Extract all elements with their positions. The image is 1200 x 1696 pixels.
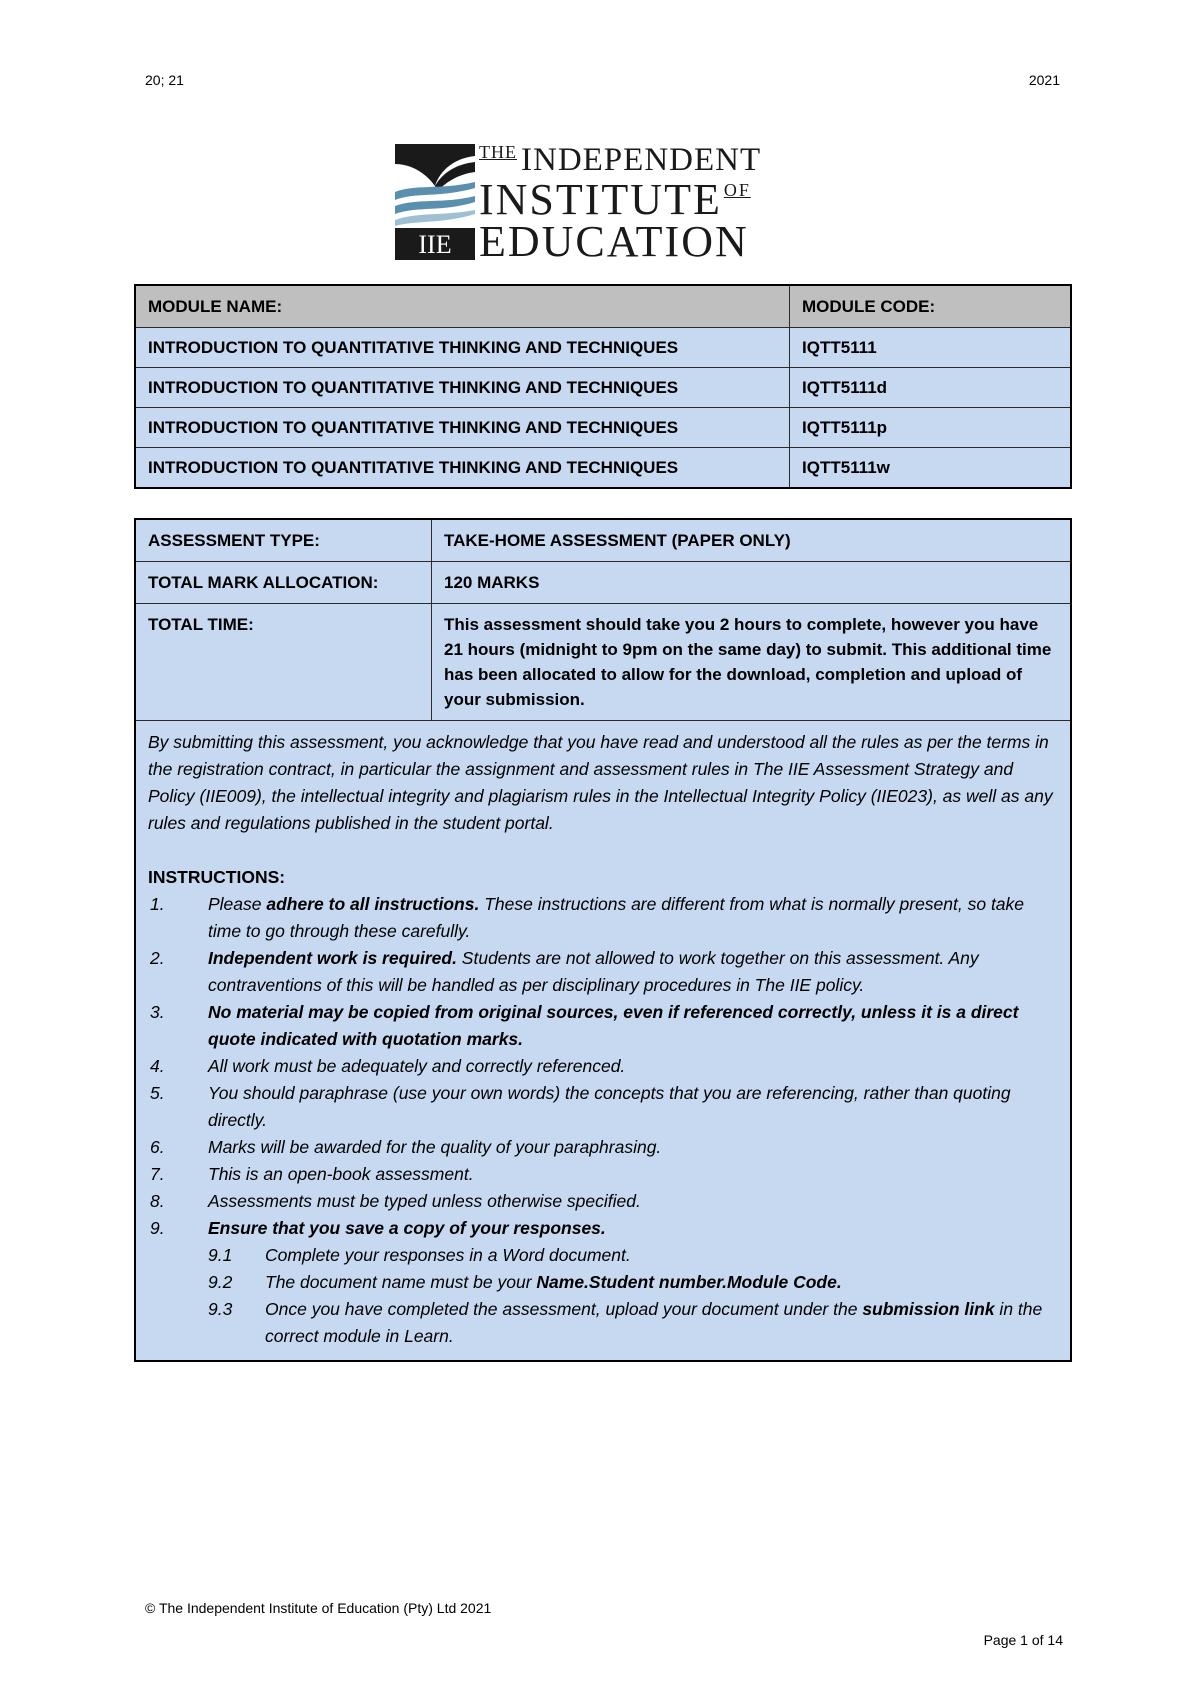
- item-text: Marks will be awarded for the quality of your paraphrasing.: [208, 1137, 662, 1157]
- item-text: Please: [208, 894, 267, 914]
- item-number: 2.: [150, 948, 165, 968]
- instructions-list: [148, 891, 1058, 1350]
- logo-wordmark: [479, 142, 815, 266]
- header-right: 2021: [1028, 72, 1060, 88]
- list-item: [208, 1269, 1058, 1296]
- item-number: 8.: [150, 1191, 165, 1211]
- logo-the: THE: [479, 142, 517, 162]
- logo-of: OF: [723, 180, 751, 200]
- item-text: This is an open-book assessment.: [208, 1164, 474, 1184]
- list-item: [208, 1242, 1058, 1269]
- total-time-label: TOTAL TIME:: [135, 604, 432, 721]
- item-number: 1.: [150, 894, 165, 914]
- logo-line2: INSTITUTE: [479, 175, 722, 224]
- item-text: These instructions are different from what is normally present, so take time to go through these carefully.: [208, 894, 1025, 941]
- item-number: 6.: [150, 1137, 165, 1157]
- list-item: [148, 891, 1058, 945]
- item-emphasis: Ensure that you save a copy of your responses.: [208, 1218, 606, 1238]
- module-code-cell: IQTT5111w: [790, 448, 1072, 489]
- item-text: You should paraphrase (use your own words) the concepts that you are referencing, rather than quoting directly.: [208, 1083, 1011, 1130]
- module-name-cell: INTRODUCTION TO QUANTITATIVE THINKING AND TECHNIQUES: [135, 408, 790, 448]
- iie-logo-icon: [395, 142, 475, 260]
- list-item: [148, 1053, 1058, 1080]
- item-emphasis: Independent work is required.: [208, 948, 457, 968]
- list-item: [148, 1161, 1058, 1188]
- list-item: [148, 999, 1058, 1053]
- list-item: [148, 1188, 1058, 1215]
- item-emphasis: No material may be copied from original sources, even if referenced correctly, unless it is a direct quote indicated with quotation marks.: [208, 1002, 1019, 1049]
- footer-page-number: Page 1 of 14: [983, 1632, 1063, 1648]
- item-number: 9.1: [208, 1245, 233, 1265]
- item-number: 9.: [150, 1218, 165, 1238]
- list-item: [208, 1296, 1058, 1350]
- assessment-table: [134, 518, 1072, 1362]
- item-text: Complete your responses in a Word document.: [265, 1245, 631, 1265]
- table-row: [135, 328, 1071, 368]
- table-row: [135, 408, 1071, 448]
- list-item: [148, 1080, 1058, 1134]
- table-row: [135, 448, 1071, 489]
- item-text: Students are not allowed to work together on this assessment. Any contraventions of this will be handled as per disciplinary procedures in The IIE policy.: [208, 948, 979, 995]
- item-number: 9.2: [208, 1272, 233, 1292]
- list-item: [148, 945, 1058, 999]
- module-code-cell: IQTT5111: [790, 328, 1072, 368]
- iie-logo: [395, 142, 815, 266]
- item-number: 5.: [150, 1083, 165, 1103]
- footer-copyright: © The Independent Institute of Education (Pty) Ltd 2021: [145, 1600, 492, 1616]
- list-item: [148, 1215, 1058, 1350]
- instructions-cell: [135, 721, 1071, 1362]
- item-number: 3.: [150, 1002, 165, 1022]
- module-code-cell: IQTT5111d: [790, 368, 1072, 408]
- module-name-cell: INTRODUCTION TO QUANTITATIVE THINKING AND TECHNIQUES: [135, 448, 790, 489]
- logo-line3: EDUCATION: [479, 217, 749, 266]
- item-number: 9.3: [208, 1299, 233, 1319]
- module-name-header: MODULE NAME:: [135, 285, 790, 328]
- list-item: [148, 1134, 1058, 1161]
- item-text: in the correct module in Learn.: [265, 1299, 1043, 1346]
- item-number: 7.: [150, 1164, 165, 1184]
- logo-abbrev: IIE: [418, 230, 452, 259]
- header-left: 20; 21: [145, 72, 184, 88]
- module-code-cell: IQTT5111p: [790, 408, 1072, 448]
- item-text: Assessments must be typed unless otherwise specified.: [208, 1191, 641, 1211]
- item-emphasis: Name.Student number.Module Code.: [536, 1272, 842, 1292]
- instructions-heading: INSTRUCTIONS:: [148, 867, 286, 887]
- item-emphasis: submission link: [862, 1299, 995, 1319]
- item-emphasis: adhere to all instructions.: [266, 894, 480, 914]
- acknowledgement-text: By submitting this assessment, you acknowledge that you have read and understood all the rules as per the terms in the registration contract, in particular the assignment and assessment rules in The IIE Assessment Strategy and Policy (IIE009), the intellectual integrity and plagiarism rules in the Intellectual Integrity Policy (IIE023), as well as any rules and regulations published in the student portal.: [148, 732, 1053, 833]
- total-marks-value: 120 MARKS: [432, 562, 1072, 604]
- item-text: All work must be adequately and correctly referenced.: [208, 1056, 626, 1076]
- assessment-type-label: ASSESSMENT TYPE:: [135, 519, 432, 562]
- module-code-header: MODULE CODE:: [790, 285, 1072, 328]
- module-name-cell: INTRODUCTION TO QUANTITATIVE THINKING AND TECHNIQUES: [135, 328, 790, 368]
- item-text: The document name must be your: [265, 1272, 537, 1292]
- table-row: [135, 368, 1071, 408]
- module-table: [134, 284, 1072, 489]
- item-text: Once you have completed the assessment, upload your document under the: [265, 1299, 863, 1319]
- total-time-value: This assessment should take you 2 hours to complete, however you have 21 hours (midnight to 9pm on the same day) to submit. This additional time has been allocated to allow for the download, completion and upload of your submission.: [432, 604, 1072, 721]
- total-marks-label: TOTAL MARK ALLOCATION:: [135, 562, 432, 604]
- module-name-cell: INTRODUCTION TO QUANTITATIVE THINKING AND TECHNIQUES: [135, 368, 790, 408]
- item-number: 4.: [150, 1056, 165, 1076]
- assessment-type-value: TAKE-HOME ASSESSMENT (PAPER ONLY): [432, 519, 1072, 562]
- sub-instructions-list: [208, 1242, 1058, 1350]
- logo-line1: INDEPENDENT: [521, 142, 762, 178]
